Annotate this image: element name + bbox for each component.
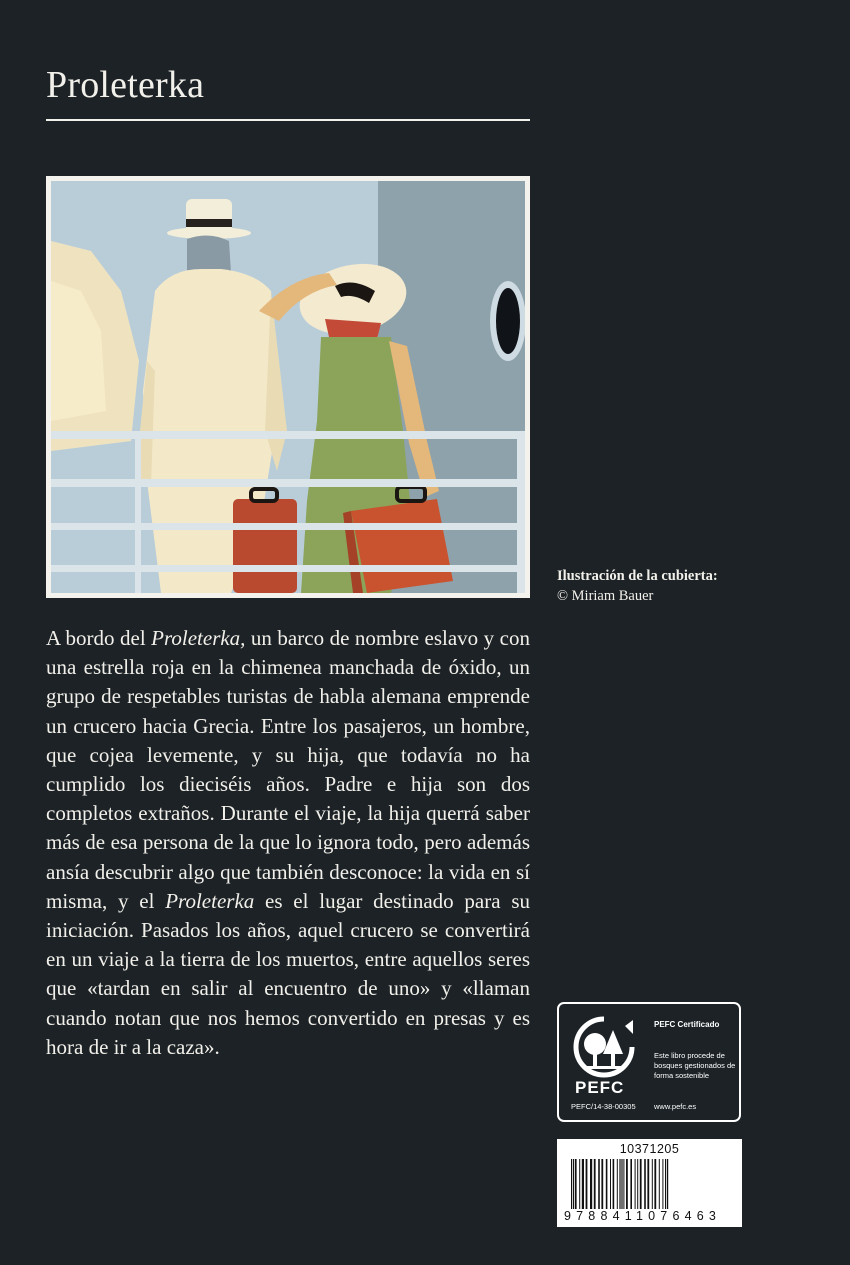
barcode-bar <box>594 1159 596 1209</box>
barcode-bar <box>647 1159 649 1209</box>
illustration-credit-author: © Miriam Bauer <box>557 588 654 604</box>
barcode-bar <box>640 1159 642 1209</box>
barcode-bar <box>635 1159 636 1209</box>
book-synopsis <box>46 624 530 1062</box>
barcode-bar <box>637 1159 638 1209</box>
pefc-website: www.pefc.es <box>654 1102 697 1111</box>
barcode-bar <box>575 1159 577 1209</box>
illustration-credit <box>557 566 718 606</box>
book-title: Proleterka <box>46 64 205 106</box>
isbn-number: 9788411076463 <box>564 1209 722 1223</box>
ship-name: Proleterka, <box>151 626 246 650</box>
barcode-bar <box>610 1159 611 1209</box>
barcode-bar <box>626 1159 628 1209</box>
barcode-bar <box>601 1159 603 1209</box>
barcode-bar <box>617 1159 618 1209</box>
pefc-certified-label: PEFC Certificado <box>654 1020 720 1029</box>
illustration-credit-label: Ilustración de la cubierta: <box>557 568 718 584</box>
barcode-bar <box>644 1159 646 1209</box>
barcode-bar <box>659 1159 660 1209</box>
ship-name: Proleterka <box>165 888 255 913</box>
internal-code: 10371205 <box>619 1142 680 1156</box>
barcode-bar <box>623 1159 624 1209</box>
barcode-bar <box>586 1159 588 1209</box>
barcode-bar <box>590 1159 592 1209</box>
barcode-bar <box>630 1159 632 1209</box>
barcode-bar <box>579 1159 580 1209</box>
pefc-certification-badge <box>557 1002 741 1122</box>
pefc-tree-logo-icon <box>573 1016 635 1078</box>
synopsis-part-3: es el lugar destinado para su iniciación. Pasados los años, aquel crucero se convertirá en un viaje a la tierra de los muertos, entre aquellos seres que «tardan en salir al encuentro de uno» y «llaman cuando notan que nos hemos convertido en presas y es hora de ir a la caza». <box>46 888 530 1059</box>
barcode-bar <box>598 1159 600 1209</box>
barcode-bar <box>606 1159 608 1209</box>
barcode-bar <box>582 1159 584 1209</box>
pefc-code: PEFC/14-38-00305 <box>571 1102 636 1111</box>
pefc-brand: PEFC <box>575 1078 625 1097</box>
barcode-bar <box>613 1159 615 1209</box>
pefc-description: Este libro procede de bosques gestionados de forma sostenible <box>654 1051 736 1080</box>
synopsis-part-1: A bordo del <box>46 626 152 650</box>
isbn-barcode <box>557 1139 742 1227</box>
barcode-bar <box>662 1159 663 1209</box>
title-divider <box>46 119 530 121</box>
barcode-bar <box>652 1159 653 1209</box>
barcode-bar <box>654 1159 656 1209</box>
synopsis-part-2: un barco de nombre eslavo y con una estrella roja en la chimenea manchada de óxido, un grupo de respetables turistas de habla alemana emprende un crucero hacia Grecia. Entre los pasajeros, un hombre, que cojea levemente, y su hija, que todavía no ha cumplido los dieciséis años. Padre e hija son dos completos extraños. Durante el viaje, la hija querrá saber más de esa persona de la que lo ignora todo, pero además ansía descubrir algo que también desconoce: la vida en sí misma, y el <box>46 626 530 913</box>
ship-deck-illustration <box>51 181 525 593</box>
cover-illustration <box>46 176 530 598</box>
